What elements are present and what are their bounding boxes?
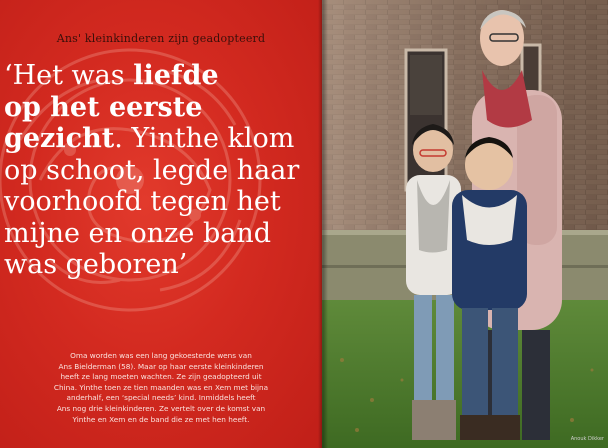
quote-line-7: was geboren’ [4, 249, 188, 280]
intro-line: Ans Bielderman (58). Maar op haar eerste kleinkinderen [58, 361, 264, 371]
quote-line-4: op schoot, legde haar [4, 154, 300, 186]
quote-line-3 [4, 123, 322, 155]
intro-line: Oma worden was een lang gekoesterde wens van [70, 351, 252, 360]
article-kicker: Ans' kleinkinderen zijn geadopteerd [56, 32, 266, 45]
quote-bold-text: gezicht [4, 123, 115, 154]
family-photo [322, 0, 608, 448]
photo-credit: Anouk Dikker [570, 436, 604, 442]
quote-text: . Yinthe klom [114, 123, 295, 154]
intro-line: China. Yinthe toen ze tien maanden was en Xem met bijna [53, 382, 269, 392]
quote-line-5: voorhoofd tegen het [4, 186, 281, 217]
quote-line-1 [4, 60, 322, 92]
intro-line: anderhalf, een ‘special needs’ kind. Inmiddels heeft [66, 393, 256, 403]
intro-paragraph [8, 351, 314, 425]
quote-text: ‘Het was [4, 60, 134, 91]
intro-line: Ans nog drie kleinkinderen. Ze vertelt over de komst van [56, 403, 266, 413]
quote-line-6: mijne en onze band [4, 217, 271, 249]
pull-quote [4, 60, 322, 281]
intro-line: heeft ze lang moeten wachten. Ze zijn geadopteerd uit [60, 372, 262, 382]
quote-bold-text: op het eerste [4, 91, 203, 123]
quote-line-2 [4, 92, 322, 124]
quote-bold-text: liefde [133, 60, 219, 91]
right-page-photo [322, 0, 608, 448]
intro-line: Yinthe en Xem en de band die ze met hen heeft. [72, 414, 250, 424]
page-gutter [318, 0, 328, 448]
